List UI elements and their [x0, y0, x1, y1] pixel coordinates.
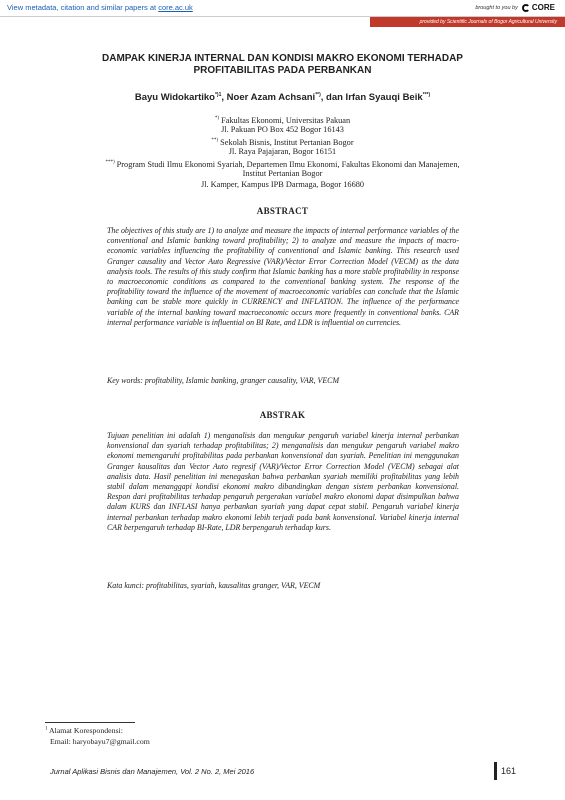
abstract-heading: ABSTRACT: [256, 206, 309, 216]
provider-bar[interactable]: provided by Scientific Journals of Bogor Agricultural University: [370, 17, 565, 27]
affiliation-mark: ***): [105, 160, 115, 165]
footnote-divider: [45, 722, 135, 723]
abstrak-heading: ABSTRAK: [259, 410, 306, 420]
author-2: , Noer Azam Achsani: [221, 92, 316, 104]
footnote-label: Alamat Korespondensi:: [47, 726, 123, 735]
affiliation-text: Jl. Raya Pajajaran, Bogor 16151: [228, 147, 337, 156]
affiliation-text: Sekolah Bisnis, Institut Pertanian Bogor: [218, 137, 354, 147]
core-banner: [0, 0, 565, 17]
footnote-mark: 1: [45, 726, 48, 732]
core-logo[interactable]: [522, 3, 555, 12]
page-number: 161: [501, 766, 517, 776]
affiliation-line: [50, 125, 515, 136]
affiliation-line: [50, 169, 515, 180]
core-logo-icon: [522, 4, 530, 12]
author-3-mark: ***): [422, 92, 431, 98]
author-1-mark: *)1: [214, 92, 222, 98]
author-2-mark: **): [315, 92, 321, 98]
abstract-body: The objectives of this study are 1) to analyze and measure the impacts of internal performance variables of the conventional and Islamic banking toward profitability; 2) to analyze and measure the impacts of macro-economic variables influencing the profitability of conventional and Islamic banking. This research used Granger causality and Vector Auto Regressive (VAR)/Vector Error Correction Model (VECM) as the data analysis tools. The results of this study confirm that Islamic banking has a more stable profitability in response to macroeconomic conditions as compared to the conventional banking system. The response of the profitability toward the influence of the movement of macroeconomic variables can conclude that the Islamic banking can be stable more quickly in CURRENCY and INFLATION. The influence of the performance variable of the internal banking toward macroeconomic occurs more frequently in conventional banks. CAR internal performance variable is influential on BI Rate, and LDR is influential on currencies.: [107, 226, 459, 327]
journal-footer: Jurnal Aplikasi Bisnis dan Manajemen, Vol. 2 No. 2, Mei 2016: [50, 767, 255, 776]
author-list: [40, 92, 525, 103]
core-logo-text: CORE: [531, 3, 555, 12]
core-metadata-link[interactable]: [7, 3, 193, 12]
page-number-bar: [494, 762, 497, 780]
affiliation-text: Jl. Pakuan PO Box 452 Bogor 16143: [221, 125, 344, 134]
core-link-prefix: View metadata, citation and similar papers at: [7, 3, 159, 12]
core-brand[interactable]: [475, 3, 555, 12]
title-line-1: DAMPAK KINERJA INTERNAL DAN KONDISI MAKRO EKONOMI TERHADAP: [102, 53, 463, 64]
abstract-keywords: Key words: profitability, Islamic banking, granger causality, VAR, VECM: [107, 376, 340, 385]
footnote-correspondence: [45, 726, 123, 735]
paper-title: [40, 53, 525, 77]
author-1: Bayu Widokartiko: [134, 92, 215, 104]
affiliation-text: Program Studi Ilmu Ekonomi Syariah, Departemen Ilmu Ekonomi, Fakultas Ekonomi dan Manajemen,: [114, 159, 460, 169]
affiliation-line: [50, 180, 515, 191]
abstrak-body: Tujuan penelitian ini adalah 1) menganalisis dan mengukur pengaruh variabel kinerja internal perbankan konvensional dan syariah terhadap profitabilitas; 2) menganalisis dan mengukur pengaruh variabel makro ekonomi memengaruhi profitabilitas pada perbankan konvensional dan syariah. Penelitian ini menggunakan Granger kausalitas dan Vector Auto regresif (VAR)/Vector Error Correction Model (VECM) sebagai alat analisis data. Hasil penelitian ini menegaskan bahwa perbankan syariah memiliki profitabilitas yang lebih stabil dalam menanggapi kondisi ekonomi makro dibandingkan dengan sistem perbankan konvensional. Respon dari profitabilitas terhadap pengaruh pergerakan variabel makro ekonomi dapat disimpulkan bahwa dalam KURS dan INFLASI hanya perbankan syariah yang dapat cepat stabil. Pengaruh variabel kinerja internal perbankan terhadap makro ekonomi lebih terjadi pada bank konvensional. Variabel kinerja internal CAR berpengaruh terhadap BI-Rate, LDR berpengaruh terhadap kurs.: [107, 431, 459, 532]
affiliation-text: Institut Pertanian Bogor: [242, 169, 323, 178]
author-3: , dan Irfan Syauqi Beik: [320, 92, 423, 104]
affiliation-mark: *): [214, 116, 220, 121]
affiliation-line: [50, 147, 515, 158]
core-link-domain[interactable]: core.ac.uk: [158, 3, 193, 12]
title-line-2: PROFITABILITAS PADA PERBANKAN: [193, 65, 372, 76]
affiliation-mark: **): [211, 138, 219, 143]
footnote-email: Email: haryobayu7@gmail.com: [50, 737, 150, 746]
abstrak-keywords: Kata kunci: profitabilitas, syariah, kausalitas granger, VAR, VECM: [107, 581, 321, 590]
affiliation-text: Jl. Kamper, Kampus IPB Darmaga, Bogor 16680: [200, 180, 365, 189]
brought-by-text: brought to you by: [475, 4, 518, 11]
affiliation-text: Fakultas Ekonomi, Universitas Pakuan: [219, 115, 351, 125]
